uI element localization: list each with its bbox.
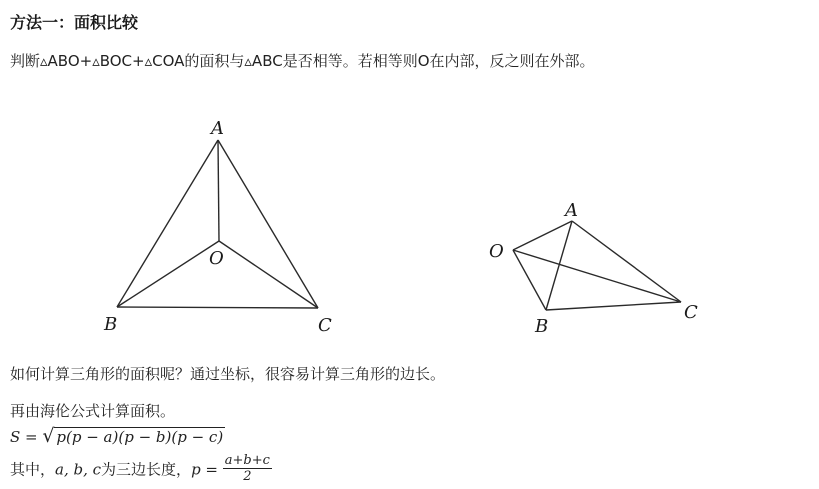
p-denominator: 2 — [243, 469, 252, 484]
edge-bo-left — [117, 241, 219, 307]
where-vars: a, b, c — [55, 460, 102, 479]
edge-ab-right — [546, 221, 572, 310]
where-suffix: 为三边长度， — [101, 460, 192, 479]
sqrt-body: p(p − a)(p − b)(p − c) — [56, 428, 224, 446]
edge-ao-left — [218, 140, 219, 241]
where-line — [10, 453, 272, 485]
edge-ac-right — [572, 221, 681, 302]
figure-inside — [103, 118, 332, 336]
p-fraction — [223, 454, 272, 483]
label-a-right: A — [565, 200, 578, 221]
p-label: p = — [191, 460, 223, 479]
heron-formula — [10, 425, 225, 447]
label-c-left: C — [318, 315, 332, 336]
edge-ac-left — [218, 140, 318, 308]
edge-ao-right — [513, 221, 572, 250]
label-o-left: O — [209, 248, 224, 269]
label-o-right: O — [489, 241, 504, 262]
label-b-left: B — [104, 314, 118, 335]
formula-lhs: S = — [10, 428, 43, 446]
label-b-right: B — [535, 316, 549, 337]
sqrt-sign: √ — [42, 425, 55, 447]
edge-bc-right — [546, 302, 681, 310]
question-text: 如何计算三角形的面积呢？通过坐标，很容易计算三角形的边长。 — [10, 365, 446, 383]
edge-co-right — [513, 250, 681, 302]
label-c-right: C — [684, 302, 698, 323]
edge-co-left — [219, 241, 318, 308]
section-heading: 方法一：面积比较 — [10, 13, 139, 32]
intro-text: 判断▵ABO+▵BOC+▵COA的面积与▵ABC是否相等。若相等则O在内部，反之则在外部。 — [10, 52, 595, 70]
p-numerator: a+b+c — [224, 453, 270, 468]
edge-bc-left — [117, 307, 318, 308]
edge-ab-left — [117, 140, 218, 307]
label-a-left: A — [211, 118, 224, 139]
sqrt-expression — [42, 425, 225, 447]
heron-text: 再由海伦公式计算面积。 — [10, 402, 176, 420]
figure-outside — [489, 200, 698, 337]
where-prefix: 其中， — [10, 460, 56, 479]
